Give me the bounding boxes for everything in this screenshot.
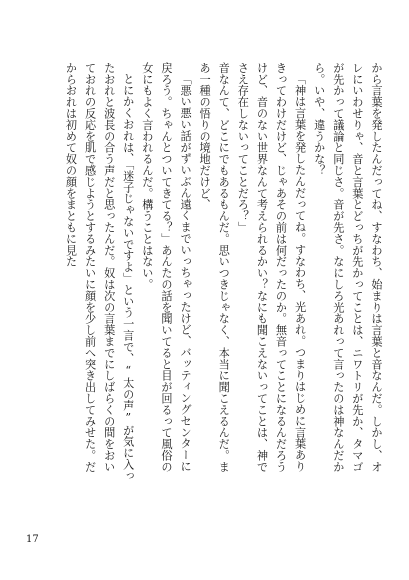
paragraph-5: とにかくおれは、「迷子じゃないですよ」という一言で、“太の声”が気に入ったおれと波長の合う声だと思ったんだ。奴は次の言葉までにしばらくの間をおいておれの反応を肌で感じようとするみたいに顔を少し前へ突き出してみせた。だからおれは初めて奴の顔をまともに見た — [64, 62, 135, 482]
body-text — [24, 62, 386, 482]
paragraph-4: 「悪い悪い話がずいぶん遠くまでいっちゃったけど、バッティングセンターに戻ろう。ちゃんとついてきてる？」あんたの話を聞いてると目が回るって風俗の女にもよく言われるんだ。構うことはない。 — [140, 62, 193, 473]
page-number: 17 — [26, 534, 39, 545]
paragraph-2: 「神は言葉を発したんだってね。すなわち、光あれ。つまりはじめに言葉ありきってわけだけど、じゃあその前は何だったのか。無音ってことになるんだろうけど、音のない世界なんて考えられるかい？なにも聞こえないってことは、神でさえ存在しないってことだろ？」 — [236, 62, 307, 473]
paragraph-3: 音なんて、どこにでもあるもんだ。思いつきじゃなく、本当に聞こえるんだ。まあ一種の悟りの境地だけど、 — [198, 62, 231, 473]
paragraph-1: から言葉を発したんだってね、すなわち、始まりは言葉と音なんだ。しかし、オレにいわせりゃ、音と言葉とどっちが先かってことは、ニワトリが先か、タマゴが先かって議論と同じさ。音が先さ。なにしろ光あれって言ったのは神なんだから。いや、違うかな？ — [312, 62, 383, 473]
